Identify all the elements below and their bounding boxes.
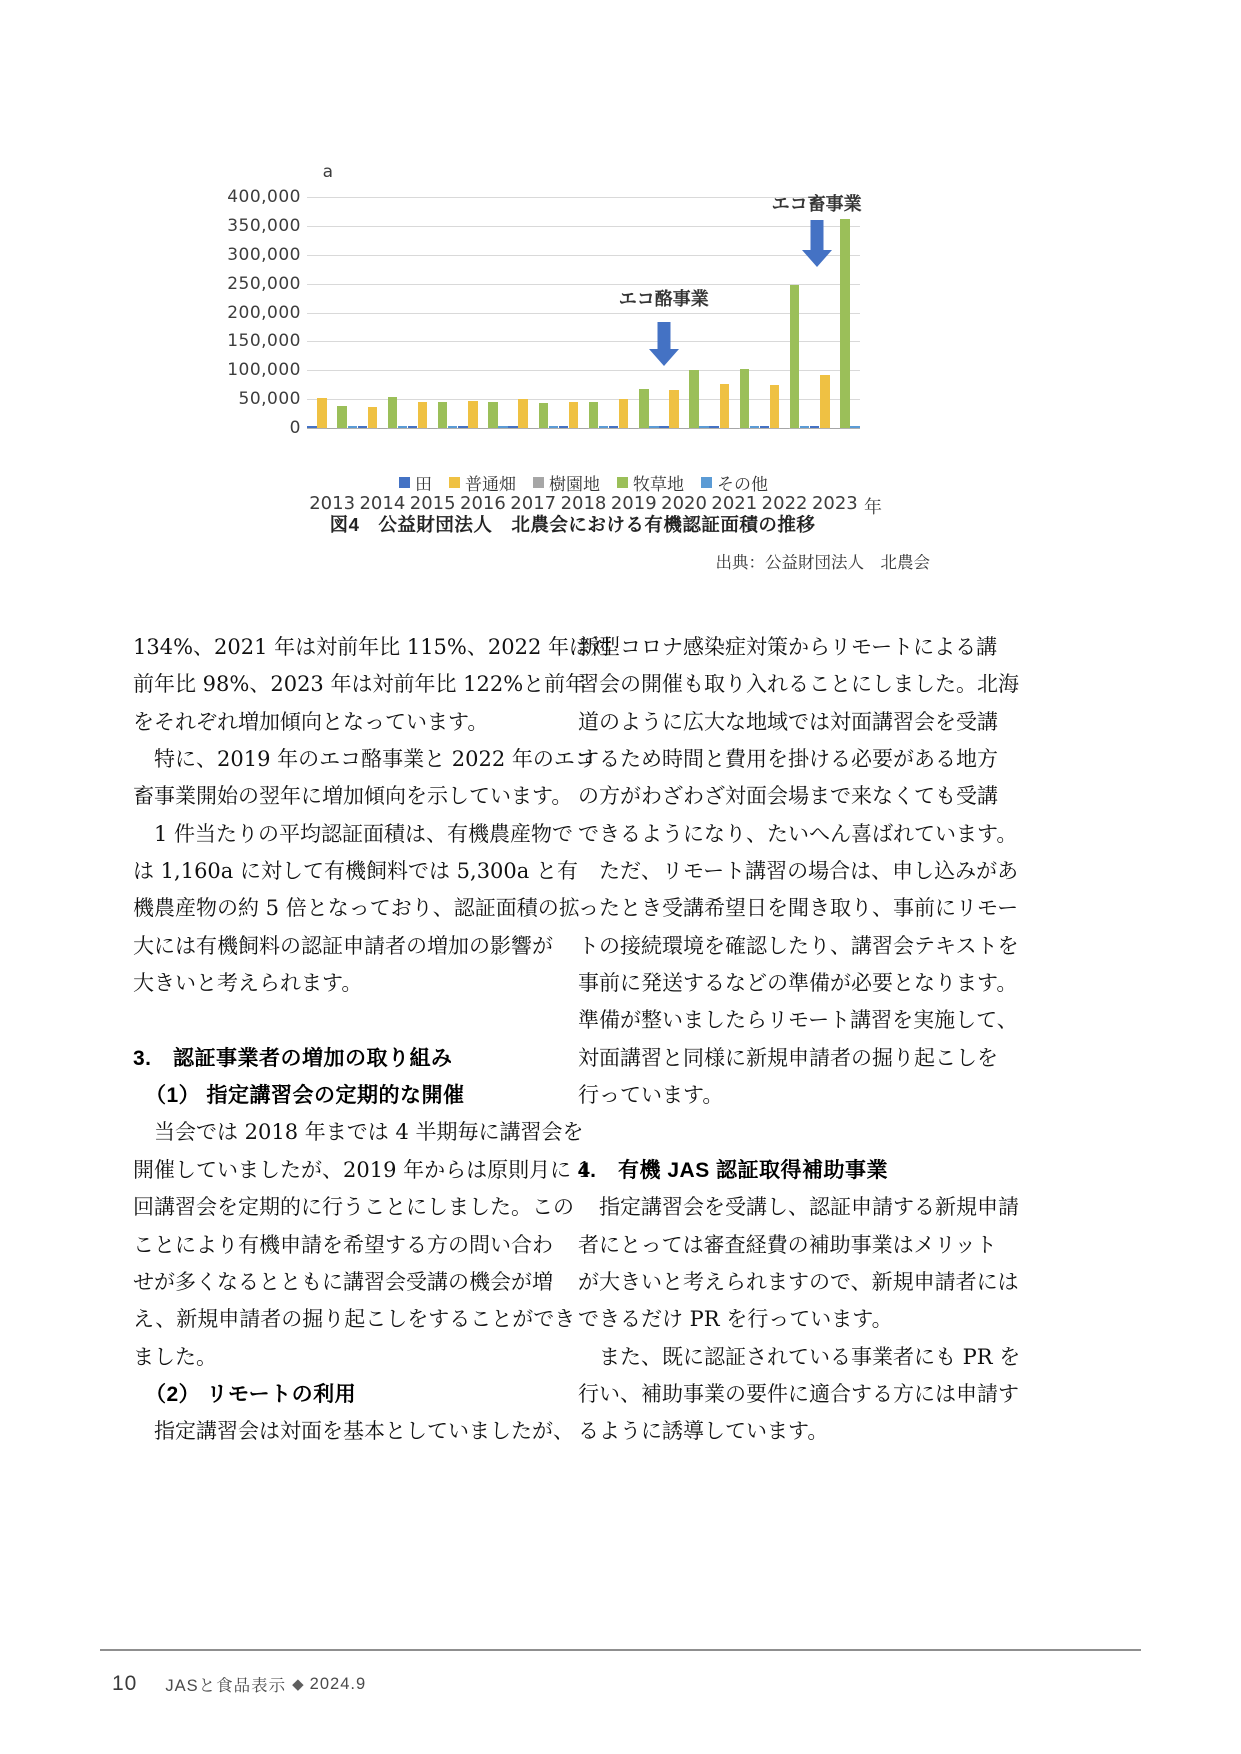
text-line: 大には有機飼料の認証申請者の増加の影響が: [133, 933, 553, 958]
blank-line: [133, 1002, 561, 1039]
legend-item-牧草地: [617, 470, 684, 495]
legend-label: 普通畑: [465, 475, 516, 494]
bar-田: [659, 426, 668, 428]
issue-date: 2024.9: [309, 1674, 367, 1693]
y-axis-tick-label: 150,000: [227, 331, 301, 352]
text-line: 対面講習と同様に新規申請者の掘り起こしを: [578, 1045, 998, 1070]
legend-label: 牧草地: [633, 475, 684, 494]
x-axis-tick-label: 2018: [560, 493, 607, 514]
x-axis-tick-label: 2022: [761, 493, 808, 514]
text-line: トの接続環境を確認したり、講習会テキストを: [578, 933, 1019, 958]
bar-group-2020: [659, 197, 709, 428]
bar-その他: [398, 426, 407, 428]
legend-item-田: [399, 470, 432, 495]
x-axis-tick-label: 2014: [359, 493, 406, 514]
bar-group-2013: [307, 197, 357, 428]
text-column-left: [133, 629, 611, 1451]
down-arrow-icon: [802, 220, 832, 267]
text-line: の方がわざわざ対面会場まで来なくても受講: [578, 784, 998, 809]
bar-普通畑: [418, 402, 427, 428]
bar-田: [810, 426, 819, 428]
bar-牧草地: [438, 402, 447, 428]
y-axis-tick-label: 50,000: [238, 389, 301, 410]
bar-田: [358, 426, 367, 428]
bar-普通畑: [317, 398, 326, 428]
diamond-icon: ◆: [292, 1676, 304, 1693]
bar-普通畑: [368, 407, 377, 428]
bar-group-2018: [558, 197, 608, 428]
text-line: ったとき受講希望日を聞き取り、事前にリモー: [578, 896, 1019, 921]
bar-group-2021: [709, 197, 759, 428]
bar-田: [559, 426, 568, 428]
text-line: ことにより有機申請を希望する方の問い合わ: [133, 1232, 553, 1257]
legend-label: その他: [717, 475, 768, 494]
legend-swatch-icon: [449, 477, 460, 488]
text-line: 習会の開催も取り入れることにしました。北海: [578, 672, 1019, 697]
bar-その他: [850, 426, 859, 428]
bar-田: [609, 426, 618, 428]
bar-牧草地: [337, 406, 346, 428]
legend-swatch-icon: [533, 477, 544, 488]
bar-牧草地: [840, 219, 849, 428]
bar-group-2017: [508, 197, 558, 428]
text-line: 機農産物の約 5 倍となっており、認証面積の拡: [133, 896, 580, 921]
bar-普通畑: [720, 384, 729, 428]
text-line: また、既に認証されている事業者にも PR を: [599, 1344, 1021, 1369]
text-column-right: [578, 629, 1021, 1451]
gridline: [307, 428, 860, 429]
x-axis-unit-label: 年: [864, 497, 882, 517]
text-line: え、新規申請者の掘り起こしをすることができ: [133, 1307, 576, 1332]
x-axis-tick-label: 2023: [811, 493, 858, 514]
chart-annotation-label: エコ酪事業: [618, 289, 709, 309]
page-number: 10: [112, 1672, 138, 1695]
legend-swatch-icon: [701, 477, 712, 488]
text-line: できるようになり、たいへん喜ばれています。: [578, 821, 1018, 846]
bar-牧草地: [639, 389, 648, 428]
bar-group-2015: [408, 197, 458, 428]
text-line: 回講習会を定期的に行うことにしました。この: [133, 1195, 574, 1220]
y-axis-tick-label: 0: [289, 418, 301, 438]
bar-その他: [699, 426, 708, 428]
x-axis-tick-label: 2015: [409, 493, 456, 514]
bar-田: [508, 426, 517, 428]
text-line: 者にとっては審査経費の補助事業はメリット: [578, 1232, 997, 1257]
blank-line: [578, 1114, 1006, 1151]
text-line: 前年比 98%、2023 年は対前年比 122%と前年: [133, 672, 587, 697]
bar-その他: [448, 426, 457, 428]
text-line: は 1,160a に対して有機飼料では 5,300a と有: [133, 859, 578, 884]
legend-label: 樹園地: [549, 475, 600, 494]
legend-item-その他: [701, 470, 768, 495]
bar-田: [307, 426, 316, 428]
bar-普通畑: [619, 399, 628, 428]
text-line: 新型コロナ感染症対策からリモートによる講: [578, 635, 998, 659]
section-heading: 3. 認証事業者の増加の取り組み: [133, 1046, 453, 1070]
y-axis-tick-label: 300,000: [227, 244, 301, 265]
text-line: が大きいと考えられますので、新規申請者には: [578, 1269, 1019, 1294]
journal-title: JASと食品表示: [165, 1677, 287, 1695]
figure-source: 出典：公益財団法人 北農会: [715, 554, 930, 572]
text-line: 開催していましたが、2019 年からは原則月に 1: [133, 1157, 592, 1182]
y-axis-tick-label: 400,000: [227, 187, 301, 207]
bar-group-2016: [458, 197, 508, 428]
text-line: ただ、リモート講習の場合は、申し込みがあ: [599, 859, 1019, 884]
bar-田: [760, 426, 769, 428]
text-line: をそれぞれ増加傾向となっています。: [133, 709, 489, 734]
y-axis-tick-label: 100,000: [227, 360, 301, 381]
y-axis-tick-label: 350,000: [227, 215, 301, 236]
figure-caption: 図4 公益財団法人 北農会における有機認証面積の推移: [329, 514, 816, 535]
bar-田: [408, 426, 417, 428]
footer-divider: [100, 1649, 1141, 1651]
bar-普通畑: [770, 385, 779, 428]
bar-group-2019: [609, 197, 659, 428]
text-line: 行っています。: [578, 1083, 724, 1108]
text-line: 指定講習会は対面を基本としていましたが、: [154, 1419, 574, 1444]
bar-group-2014: [357, 197, 407, 428]
bar-田: [709, 426, 718, 428]
y-axis-tick-label: 250,000: [227, 273, 301, 294]
text-line: せが多くなるとともに講習会受講の機会が増: [133, 1269, 553, 1294]
section-heading: （1） 指定講習会の定期的な開催: [145, 1084, 465, 1108]
bar-普通畑: [468, 401, 477, 428]
text-line: するため時間と費用を掛ける必要がある地方: [578, 747, 998, 772]
x-axis-tick-label: 2019: [610, 493, 657, 514]
text-line: 道のように広大な地域では対面講習会を受講: [578, 709, 998, 734]
chart-annotation-label: エコ畜事業: [771, 194, 862, 214]
x-axis-tick-label: 2017: [510, 493, 557, 514]
bar-その他: [549, 426, 558, 428]
down-arrow-icon: [649, 322, 679, 366]
text-line: 行い、補助事業の要件に適合する方には申請す: [578, 1381, 1019, 1406]
x-axis-tick-label: 2021: [711, 493, 758, 514]
text-line: できるだけ PR を行っています。: [578, 1307, 893, 1332]
bar-その他: [750, 426, 759, 428]
bar-その他: [348, 426, 357, 428]
organic-certification-area-chart: [227, 140, 895, 517]
bar-その他: [800, 426, 809, 428]
bar-その他: [599, 426, 608, 428]
text-line: 畜事業開始の翌年に増加傾向を示しています。: [133, 784, 573, 809]
bar-牧草地: [689, 370, 698, 428]
x-axis-tick-label: 2013: [309, 493, 356, 514]
bar-牧草地: [539, 403, 548, 428]
bar-田: [458, 426, 467, 428]
y-axis-tick-label: 200,000: [227, 302, 301, 323]
page-footer: [112, 1672, 366, 1696]
text-line: 指定講習会を受講し、認証申請する新規申請: [599, 1195, 1019, 1220]
text-line: 準備が整いましたらリモート講習を実施して、: [578, 1008, 1018, 1033]
bar-普通畑: [569, 402, 578, 428]
text-line: 1 件当たりの平均認証面積は、有機農産物で: [154, 821, 574, 846]
text-line: るように誘導しています。: [578, 1419, 829, 1444]
bar-牧草地: [488, 402, 497, 428]
bar-牧草地: [740, 369, 749, 428]
legend-swatch-icon: [617, 477, 628, 488]
section-heading: （2） リモートの利用: [145, 1382, 357, 1406]
legend-item-樹園地: [533, 470, 600, 495]
section-heading: 4. 有機 JAS 認証取得補助事業: [578, 1158, 889, 1182]
x-axis-tick-label: 2020: [661, 493, 707, 514]
text-line: 大きいと考えられます。: [133, 971, 363, 996]
text-line: 134%、2021 年は対前年比 115%、2022 年は対: [133, 635, 611, 659]
text-line: 特に、2019 年のエコ酪事業と 2022 年のエコ: [154, 747, 596, 772]
text-line: 当会では 2018 年までは 4 半期毎に講習会を: [154, 1120, 584, 1145]
bar-牧草地: [790, 285, 799, 428]
y-axis-unit-label: a: [322, 162, 333, 182]
legend-swatch-icon: [399, 477, 410, 488]
bar-その他: [649, 426, 658, 428]
text-line: 事前に発送するなどの準備が必要となります。: [578, 971, 1018, 996]
bar-普通畑: [669, 390, 678, 428]
bar-牧草地: [589, 402, 598, 428]
text-line: ました。: [133, 1344, 217, 1369]
bar-その他: [498, 426, 507, 428]
x-axis-tick-label: 2016: [460, 493, 506, 514]
legend-item-普通畑: [449, 470, 516, 495]
bar-普通畑: [820, 375, 829, 428]
bar-普通畑: [518, 399, 527, 428]
bar-牧草地: [388, 397, 397, 428]
chart-legend: [307, 470, 860, 495]
legend-label: 田: [415, 475, 432, 494]
